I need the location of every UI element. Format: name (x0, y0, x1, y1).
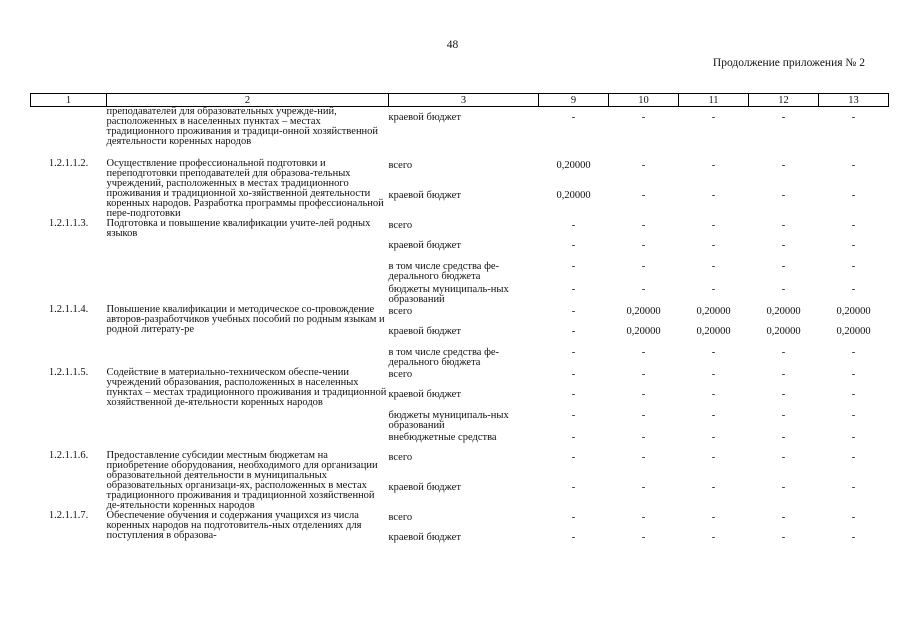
column-header: 3 (389, 94, 539, 107)
item-name: Осуществление профессиональной подготовки и переподготовки преподавателей для образова-тельных учреждений, расположенных в местах традиционного проживания и традиционной хо-зяйственной деятельности коренных народов. Разработка программы профессиональной пере-подготовки (106, 157, 384, 219)
funding-source: всего (388, 451, 413, 463)
value-cell: - (711, 159, 716, 171)
item-name: Обеспечение обучения и содержания учащихся из числа коренных народов на подготовитель-ных отделениях для поступления в образова- (106, 509, 362, 541)
page-number: 48 (446, 39, 459, 51)
value-cell: - (851, 159, 856, 171)
value-cell: - (781, 239, 786, 251)
value-cell: 0,20000 (626, 305, 661, 317)
column-header: 11 (679, 94, 749, 107)
value-cell: - (781, 260, 786, 272)
value-cell: - (571, 388, 576, 400)
value-cell: - (781, 409, 786, 421)
funding-source: внебюджетные средства (388, 431, 497, 443)
column-header: 1 (31, 94, 107, 107)
value-cell: - (711, 511, 716, 523)
value-cell: - (641, 368, 646, 380)
value-cell: - (641, 346, 646, 358)
value-cell: - (571, 325, 576, 337)
table-row (31, 107, 889, 159)
value-cell: - (781, 219, 786, 231)
value-cell: - (851, 388, 856, 400)
funding-source: краевой бюджет (388, 112, 461, 123)
value-cell: - (851, 112, 856, 123)
value-cell: - (641, 451, 646, 463)
value-cell: - (711, 283, 716, 295)
value-cell: - (851, 219, 856, 231)
value-cell: - (711, 189, 716, 201)
value-cell: - (641, 159, 646, 171)
item-name: Предоставление субсидии местным бюджетам на приобретение оборудования, необходимого для организации образовательной деятельности в муниципальных образовательных организаци-ях, расположенных в местах традиционного проживания и традиционной хозяйственной де-ятельности коренных народов (106, 449, 378, 511)
value-cell: - (641, 431, 646, 443)
value-cell: - (641, 189, 646, 201)
item-name: преподавателей для образовательных учрежде-ний, расположенных в населенных пунктах – местах традиционного проживания и традици-онной хозяйственной деятельности коренных народов (106, 106, 379, 147)
value-cell: - (711, 531, 716, 543)
value-cell: - (781, 531, 786, 543)
item-name: Содействие в материально-техническом обеспе-чении учреждений образования, расположенных в населенных пунктах – местах традиционного проживания и традиционной хозяйственной де-ятельности коренных народов (106, 366, 387, 408)
column-header: 12 (749, 94, 819, 107)
value-cell: - (641, 511, 646, 523)
value-cell: - (851, 368, 856, 380)
table-header (31, 94, 889, 107)
value-cell: - (711, 388, 716, 400)
table-row (31, 219, 889, 239)
table-row (31, 159, 889, 189)
value-cell: - (851, 481, 856, 493)
value-cell: - (781, 481, 786, 493)
item-code: 1.2.1.1.3. (48, 217, 89, 229)
value-cell: 0,20000 (696, 305, 731, 317)
value-cell: - (851, 451, 856, 463)
item-code: 1.2.1.1.7. (48, 509, 89, 521)
item-code: 1.2.1.1.6. (48, 449, 89, 461)
program-table (30, 93, 889, 551)
value-cell: - (641, 409, 646, 421)
table-row (31, 368, 889, 388)
funding-source: в том числе средства фе-дерального бюджета (388, 346, 500, 368)
value-cell: - (571, 346, 576, 358)
continuation-caption: Продолжение приложения № 2 (712, 57, 865, 69)
value-cell: - (571, 219, 576, 231)
value-cell: - (851, 260, 856, 272)
value-cell: - (711, 451, 716, 463)
funding-source: всего (388, 305, 413, 317)
table-row (31, 511, 889, 531)
funding-source: всего (388, 511, 413, 523)
item-code: 1.2.1.1.2. (48, 157, 89, 169)
value-cell: 0,20000 (626, 325, 661, 337)
value-cell: - (851, 409, 856, 421)
value-cell: 0,20000 (556, 189, 591, 201)
value-cell: - (781, 112, 786, 123)
value-cell: - (851, 511, 856, 523)
value-cell: - (711, 368, 716, 380)
table-row (31, 451, 889, 481)
value-cell: - (641, 481, 646, 493)
funding-source: краевой бюджет (388, 388, 461, 400)
funding-source: всего (388, 159, 413, 171)
value-cell: - (851, 283, 856, 295)
value-cell: - (571, 368, 576, 380)
value-cell: - (851, 346, 856, 358)
table-row (31, 305, 889, 325)
column-header: 13 (819, 94, 889, 107)
value-cell: - (781, 511, 786, 523)
value-cell: - (851, 239, 856, 251)
funding-source: всего (388, 219, 413, 231)
value-cell: - (781, 451, 786, 463)
value-cell: - (571, 239, 576, 251)
value-cell: - (711, 112, 716, 123)
funding-source: бюджеты муниципаль-ных образований (388, 283, 509, 305)
value-cell: - (641, 219, 646, 231)
item-name: Подготовка и повышение квалификации учите-лей родных языков (106, 217, 371, 239)
value-cell: - (781, 388, 786, 400)
value-cell: 0,20000 (836, 325, 871, 337)
value-cell: 0,20000 (556, 159, 591, 171)
value-cell: - (641, 239, 646, 251)
value-cell: - (641, 112, 646, 123)
value-cell: - (851, 531, 856, 543)
item-code: 1.2.1.1.4. (48, 303, 89, 315)
value-cell: - (781, 431, 786, 443)
value-cell: - (781, 283, 786, 295)
value-cell: - (711, 260, 716, 272)
value-cell: - (571, 511, 576, 523)
table-body (31, 107, 889, 551)
value-cell: - (781, 159, 786, 171)
funding-source: краевой бюджет (388, 325, 461, 337)
value-cell: - (781, 189, 786, 201)
value-cell: 0,20000 (696, 325, 731, 337)
value-cell: - (851, 431, 856, 443)
funding-source: всего (388, 368, 413, 380)
value-cell: - (851, 189, 856, 201)
value-cell: - (641, 283, 646, 295)
item-code (31, 107, 107, 159)
value-cell: - (571, 481, 576, 493)
value-cell: - (571, 409, 576, 421)
funding-source: краевой бюджет (388, 239, 461, 251)
item-code: 1.2.1.1.5. (48, 366, 89, 378)
value-cell: - (711, 219, 716, 231)
value-cell: - (571, 431, 576, 443)
column-header: 2 (107, 94, 389, 107)
value-cell: - (781, 346, 786, 358)
value-cell: - (641, 388, 646, 400)
value-cell: 0,20000 (766, 325, 801, 337)
value-cell: - (641, 260, 646, 272)
value-cell: - (571, 305, 576, 317)
value-cell: - (571, 283, 576, 295)
value-cell: - (711, 239, 716, 251)
value-cell: 0,20000 (766, 305, 801, 317)
funding-source: краевой бюджет (388, 481, 461, 493)
value-cell: - (711, 409, 716, 421)
item-name: Повышение квалификации и методическое со-провождение авторов-разработчиков учебных пособий по родным языкам и родной литерату-ре (106, 303, 385, 335)
value-cell: - (711, 481, 716, 493)
value-cell: 0,20000 (836, 305, 871, 317)
value-cell: - (711, 346, 716, 358)
value-cell: - (571, 451, 576, 463)
value-cell: - (571, 260, 576, 272)
value-cell: - (781, 368, 786, 380)
value-cell: - (711, 431, 716, 443)
funding-source: в том числе средства фе-дерального бюджета (388, 260, 500, 282)
column-header: 10 (609, 94, 679, 107)
funding-source: краевой бюджет (388, 531, 461, 543)
value-cell: - (571, 112, 576, 123)
value-cell: - (641, 531, 646, 543)
funding-source: краевой бюджет (388, 189, 461, 201)
value-cell: - (571, 531, 576, 543)
funding-source: бюджеты муниципаль-ных образований (388, 409, 509, 431)
column-header: 9 (539, 94, 609, 107)
